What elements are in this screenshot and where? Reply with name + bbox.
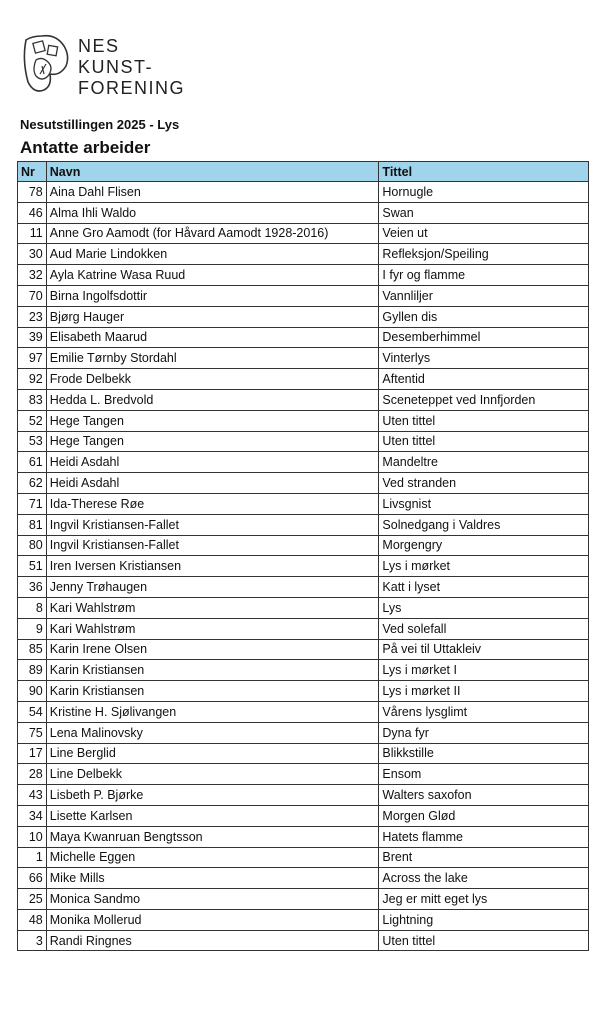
cell-nr: 17 xyxy=(18,743,47,764)
cell-tittel: Vannliljer xyxy=(379,285,589,306)
table-header-row xyxy=(18,162,589,182)
cell-navn: Lena Malinovsky xyxy=(46,722,379,743)
cell-navn: Lisette Karlsen xyxy=(46,805,379,826)
cell-navn: Aud Marie Lindokken xyxy=(46,244,379,265)
cell-tittel: Jeg er mitt eget lys xyxy=(379,889,589,910)
cell-nr: 51 xyxy=(18,556,47,577)
cell-navn: Karin Kristiansen xyxy=(46,681,379,702)
cell-nr: 66 xyxy=(18,868,47,889)
table-row xyxy=(18,369,589,390)
accepted-works-table xyxy=(17,161,589,951)
cell-tittel: Livsgnist xyxy=(379,493,589,514)
cell-navn: Mike Mills xyxy=(46,868,379,889)
table-row xyxy=(18,514,589,535)
cell-navn: Alma Ihli Waldo xyxy=(46,202,379,223)
cell-tittel: Lys i mørket I xyxy=(379,660,589,681)
cell-tittel: Uten tittel xyxy=(379,410,589,431)
table-row xyxy=(18,223,589,244)
cell-tittel: Veien ut xyxy=(379,223,589,244)
table-row xyxy=(18,306,589,327)
cell-nr: 39 xyxy=(18,327,47,348)
cell-tittel: Morgen Glød xyxy=(379,805,589,826)
cell-nr: 1 xyxy=(18,847,47,868)
cell-navn: Ida-Therese Røe xyxy=(46,493,379,514)
cell-tittel: Ved solefall xyxy=(379,618,589,639)
cell-nr: 85 xyxy=(18,639,47,660)
table-row xyxy=(18,244,589,265)
cell-navn: Hege Tangen xyxy=(46,431,379,452)
cell-nr: 9 xyxy=(18,618,47,639)
cell-tittel: Dyna fyr xyxy=(379,722,589,743)
cell-tittel: Aftentid xyxy=(379,369,589,390)
table-body xyxy=(18,182,589,951)
table-row xyxy=(18,785,589,806)
logo-line: FORENING xyxy=(78,78,186,98)
cell-navn: Karin Kristiansen xyxy=(46,660,379,681)
table-row xyxy=(18,452,589,473)
cell-navn: Kristine H. Sjølivangen xyxy=(46,701,379,722)
cell-nr: 81 xyxy=(18,514,47,535)
table-row xyxy=(18,473,589,494)
cell-tittel: Brent xyxy=(379,847,589,868)
cell-navn: Line Berglid xyxy=(46,743,379,764)
table-row xyxy=(18,389,589,410)
cell-navn: Anne Gro Aamodt (for Håvard Aamodt 1928-2016) xyxy=(46,223,379,244)
cell-tittel: Gyllen dis xyxy=(379,306,589,327)
logo-wordmark xyxy=(78,36,185,99)
cell-nr: 97 xyxy=(18,348,47,369)
cell-nr: 90 xyxy=(18,681,47,702)
page-title: Antatte arbeider xyxy=(20,138,151,157)
cell-tittel: Walters saxofon xyxy=(379,785,589,806)
cell-nr: 46 xyxy=(18,202,47,223)
cell-nr: 43 xyxy=(18,785,47,806)
cell-navn: Monika Mollerud xyxy=(46,909,379,930)
cell-nr: 78 xyxy=(18,182,47,203)
table-row xyxy=(18,826,589,847)
logo xyxy=(20,30,190,102)
cell-tittel: Lightning xyxy=(379,909,589,930)
cell-navn: Monica Sandmo xyxy=(46,889,379,910)
table-row xyxy=(18,660,589,681)
table-row xyxy=(18,681,589,702)
cell-nr: 71 xyxy=(18,493,47,514)
cell-tittel: Refleksjon/Speiling xyxy=(379,244,589,265)
cell-tittel: Blikkstille xyxy=(379,743,589,764)
cell-navn: Frode Delbekk xyxy=(46,369,379,390)
cell-nr: 36 xyxy=(18,577,47,598)
cell-navn: Michelle Eggen xyxy=(46,847,379,868)
table-row xyxy=(18,327,589,348)
column-header-navn: Navn xyxy=(46,162,379,182)
cell-tittel: Swan xyxy=(379,202,589,223)
cell-tittel: Sceneteppet ved Innfjorden xyxy=(379,389,589,410)
logo-line: KUNST- xyxy=(78,57,154,77)
cell-nr: 32 xyxy=(18,265,47,286)
cell-tittel: Ensom xyxy=(379,764,589,785)
cell-navn: Randi Ringnes xyxy=(46,930,379,951)
logo-line: NES xyxy=(78,36,120,56)
cell-navn: Hege Tangen xyxy=(46,410,379,431)
cell-tittel: Lys xyxy=(379,597,589,618)
cell-nr: 83 xyxy=(18,389,47,410)
cell-navn: Karin Irene Olsen xyxy=(46,639,379,660)
cell-tittel: Hatets flamme xyxy=(379,826,589,847)
table-row xyxy=(18,764,589,785)
table-row xyxy=(18,348,589,369)
column-header-nr: Nr xyxy=(18,162,47,182)
cell-nr: 61 xyxy=(18,452,47,473)
table-row xyxy=(18,410,589,431)
cell-nr: 48 xyxy=(18,909,47,930)
table-row xyxy=(18,597,589,618)
cell-tittel: Across the lake xyxy=(379,868,589,889)
table-row xyxy=(18,618,589,639)
cell-navn: Ayla Katrine Wasa Ruud xyxy=(46,265,379,286)
cell-navn: Ingvil Kristiansen-Fallet xyxy=(46,535,379,556)
cell-navn: Birna Ingolfsdottir xyxy=(46,285,379,306)
cell-navn: Lisbeth P. Bjørke xyxy=(46,785,379,806)
table-row xyxy=(18,868,589,889)
cell-nr: 34 xyxy=(18,805,47,826)
cell-navn: Line Delbekk xyxy=(46,764,379,785)
table-row xyxy=(18,930,589,951)
table-row xyxy=(18,701,589,722)
cell-tittel: Morgengry xyxy=(379,535,589,556)
cell-nr: 89 xyxy=(18,660,47,681)
cell-nr: 52 xyxy=(18,410,47,431)
cell-tittel: Mandeltre xyxy=(379,452,589,473)
cell-nr: 28 xyxy=(18,764,47,785)
cell-navn: Jenny Trøhaugen xyxy=(46,577,379,598)
table-row xyxy=(18,743,589,764)
cell-nr: 92 xyxy=(18,369,47,390)
cell-tittel: Uten tittel xyxy=(379,930,589,951)
cell-navn: Emilie Tørnby Stordahl xyxy=(46,348,379,369)
cell-nr: 10 xyxy=(18,826,47,847)
cell-tittel: Desemberhimmel xyxy=(379,327,589,348)
cell-tittel: Lys i mørket xyxy=(379,556,589,577)
cell-nr: 70 xyxy=(18,285,47,306)
cell-navn: Iren Iversen Kristiansen xyxy=(46,556,379,577)
cell-nr: 23 xyxy=(18,306,47,327)
cell-tittel: Katt i lyset xyxy=(379,577,589,598)
table-row xyxy=(18,285,589,306)
column-header-tittel: Tittel xyxy=(379,162,589,182)
table-row xyxy=(18,182,589,203)
cell-navn: Ingvil Kristiansen-Fallet xyxy=(46,514,379,535)
cell-navn: Bjørg Hauger xyxy=(46,306,379,327)
table-row xyxy=(18,265,589,286)
table-row xyxy=(18,909,589,930)
cell-tittel: Ved stranden xyxy=(379,473,589,494)
cell-nr: 75 xyxy=(18,722,47,743)
cell-navn: Elisabeth Maarud xyxy=(46,327,379,348)
cell-nr: 53 xyxy=(18,431,47,452)
cell-tittel: Solnedgang i Valdres xyxy=(379,514,589,535)
cell-tittel: På vei til Uttakleiv xyxy=(379,639,589,660)
cell-tittel: Uten tittel xyxy=(379,431,589,452)
cell-navn: Heidi Asdahl xyxy=(46,452,379,473)
cell-nr: 8 xyxy=(18,597,47,618)
table-row xyxy=(18,431,589,452)
table-row xyxy=(18,722,589,743)
table-row xyxy=(18,556,589,577)
table-row xyxy=(18,577,589,598)
table-row xyxy=(18,202,589,223)
cell-navn: Aina Dahl Flisen xyxy=(46,182,379,203)
cell-nr: 3 xyxy=(18,930,47,951)
cell-nr: 25 xyxy=(18,889,47,910)
cell-tittel: Vårens lysglimt xyxy=(379,701,589,722)
cell-nr: 11 xyxy=(18,223,47,244)
cell-tittel: Lys i mørket II xyxy=(379,681,589,702)
cell-nr: 54 xyxy=(18,701,47,722)
nes-kunstforening-logo-icon xyxy=(20,30,72,100)
table-row xyxy=(18,493,589,514)
cell-navn: Hedda L. Bredvold xyxy=(46,389,379,410)
table-row xyxy=(18,889,589,910)
cell-nr: 30 xyxy=(18,244,47,265)
cell-navn: Kari Wahlstrøm xyxy=(46,618,379,639)
cell-nr: 62 xyxy=(18,473,47,494)
table-row xyxy=(18,805,589,826)
table-row xyxy=(18,639,589,660)
cell-tittel: Hornugle xyxy=(379,182,589,203)
exhibition-subtitle: Nesutstillingen 2025 - Lys xyxy=(20,117,180,132)
table-row xyxy=(18,847,589,868)
cell-navn: Kari Wahlstrøm xyxy=(46,597,379,618)
cell-nr: 80 xyxy=(18,535,47,556)
cell-navn: Maya Kwanruan Bengtsson xyxy=(46,826,379,847)
table-row xyxy=(18,535,589,556)
cell-tittel: I fyr og flamme xyxy=(379,265,589,286)
cell-tittel: Vinterlys xyxy=(379,348,589,369)
cell-navn: Heidi Asdahl xyxy=(46,473,379,494)
